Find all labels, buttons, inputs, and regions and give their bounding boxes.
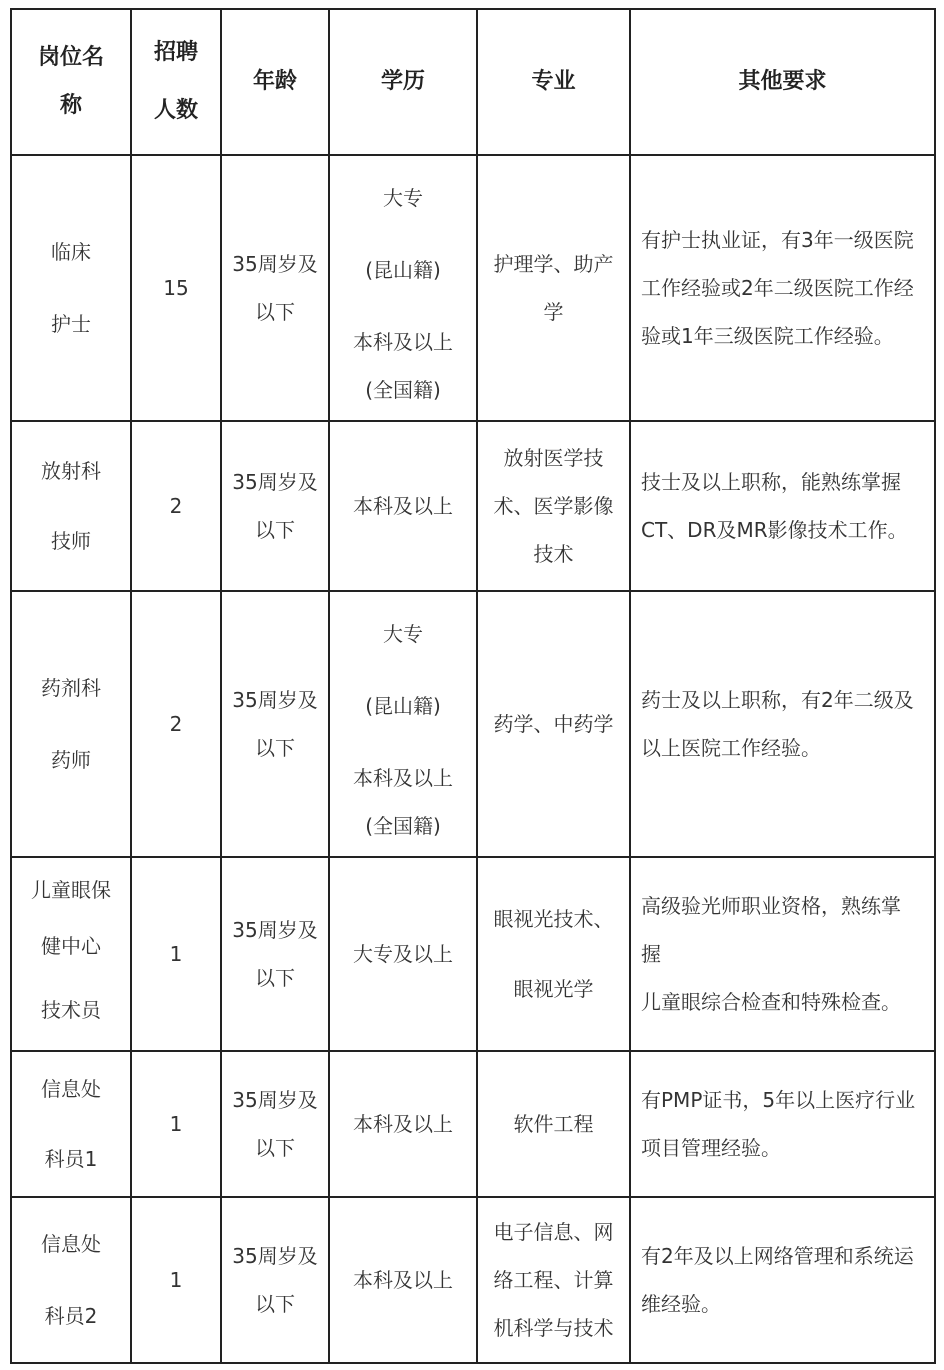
requirements-line: 有护士执业证，有3年一级医院 [641,228,914,252]
major-line: 电子信息、网 [493,1220,614,1244]
education-line: (全国籍) [365,378,441,402]
position-cell [11,591,131,857]
age-line: 以下 [255,1136,295,1160]
requirements-cell [630,857,935,1051]
table-row [11,421,935,591]
count-cell: 1 [131,857,221,1051]
major-cell: 软件工程 [477,1051,630,1197]
count-cell: 15 [131,155,221,421]
major-line: 学 [543,300,564,324]
position-line: 放射科 [41,459,101,483]
major-cell: 药学、中药学 [477,591,630,857]
age-line: 35周岁及 [232,470,318,494]
age-cell [221,155,329,421]
requirements-line: 有2年及以上网络管理和系统运 [641,1244,914,1268]
major-line: 术、医学影像 [493,494,614,518]
position-cell [11,421,131,591]
position-line: 信息处 [41,1077,101,1101]
position-cell [11,1197,131,1363]
age-line: 35周岁及 [232,918,318,942]
major-cell [477,155,630,421]
age-line: 以下 [255,1292,295,1316]
education-line: (昆山籍) [365,694,441,718]
count-cell: 2 [131,421,221,591]
position-line: 健中心 [41,934,101,958]
count-cell: 1 [131,1197,221,1363]
education-cell: 大专及以上 [329,857,477,1051]
major-cell [477,421,630,591]
position-line: 科员1 [44,1147,98,1171]
position-cell [11,1051,131,1197]
major-line: 络工程、计算 [493,1268,614,1292]
age-line: 以下 [255,300,295,324]
recruitment-table [10,8,936,1364]
major-line: 机科学与技术 [493,1316,614,1340]
header-other-requirements: 其他要求 [630,9,935,155]
requirements-line: 以上医院工作经验。 [641,736,821,760]
major-line: 眼视光技术、 [493,907,614,931]
header-count [131,9,221,155]
education-cell: 本科及以上 [329,1197,477,1363]
position-line: 科员2 [44,1304,98,1328]
requirements-line: 儿童眼综合检查和特殊检查。 [641,990,901,1014]
position-line: 技术员 [41,998,101,1022]
requirements-line: 技士及以上职称，能熟练掌握 [641,470,901,494]
age-cell [221,857,329,1051]
position-line: 药师 [51,748,91,772]
age-line: 以下 [255,966,295,990]
position-line: 信息处 [41,1232,101,1256]
position-line: 护士 [51,312,91,336]
requirements-cell [630,591,935,857]
age-cell [221,1197,329,1363]
header-position-line-2: 称 [59,93,82,118]
table-row [11,591,935,857]
position-line: 药剂科 [41,676,101,700]
requirements-line: 验或1年三级医院工作经验。 [641,324,894,348]
age-cell [221,1051,329,1197]
requirements-cell [630,1051,935,1197]
table-row [11,1197,935,1363]
education-line: 大专 [383,622,423,646]
table-row [11,857,935,1051]
major-line: 护理学、助产 [493,252,614,276]
count-cell: 2 [131,591,221,857]
header-count-line-1: 招聘 [153,40,198,65]
header-position [11,9,131,155]
requirements-cell [630,155,935,421]
header-count-line-2: 人数 [153,98,198,123]
age-line: 35周岁及 [232,688,318,712]
age-line: 以下 [255,736,295,760]
age-line: 35周岁及 [232,1244,318,1268]
requirements-line: 工作经验或2年二级医院工作经 [641,276,914,300]
header-education: 学历 [329,9,477,155]
education-line: 本科及以上 [353,766,453,790]
education-cell [329,155,477,421]
position-line: 儿童眼保 [31,878,111,902]
table-row [11,155,935,421]
requirements-line: 维经验。 [641,1292,721,1316]
requirements-cell [630,421,935,591]
position-line: 临床 [51,240,91,264]
education-line: (全国籍) [365,814,441,838]
education-line: 大专 [383,186,423,210]
requirements-line: CT、DR及MR影像技术工作。 [641,518,908,542]
age-cell [221,421,329,591]
header-row [11,9,935,155]
education-cell [329,591,477,857]
requirements-line: 有PMP证书，5年以上医疗行业 [641,1088,916,1112]
header-major: 专业 [477,9,630,155]
major-line: 眼视光学 [513,977,594,1001]
education-cell: 本科及以上 [329,421,477,591]
requirements-cell [630,1197,935,1363]
major-cell [477,1197,630,1363]
requirements-line: 药士及以上职称，有2年二级及 [641,688,914,712]
age-line: 35周岁及 [232,252,318,276]
count-cell: 1 [131,1051,221,1197]
position-cell [11,155,131,421]
age-cell [221,591,329,857]
header-age: 年龄 [221,9,329,155]
position-line: 技师 [51,529,91,553]
education-line: (昆山籍) [365,258,441,282]
age-line: 35周岁及 [232,1088,318,1112]
table-row [11,1051,935,1197]
header-position-line-1: 岗位名 [37,45,104,70]
major-line: 放射医学技 [503,446,604,470]
requirements-line: 项目管理经验。 [641,1136,781,1160]
education-line: 本科及以上 [353,330,453,354]
major-line: 技术 [533,542,574,566]
major-cell [477,857,630,1051]
age-line: 以下 [255,518,295,542]
education-cell: 本科及以上 [329,1051,477,1197]
position-cell [11,857,131,1051]
requirements-line: 高级验光师职业资格，熟练掌握 [641,894,901,966]
